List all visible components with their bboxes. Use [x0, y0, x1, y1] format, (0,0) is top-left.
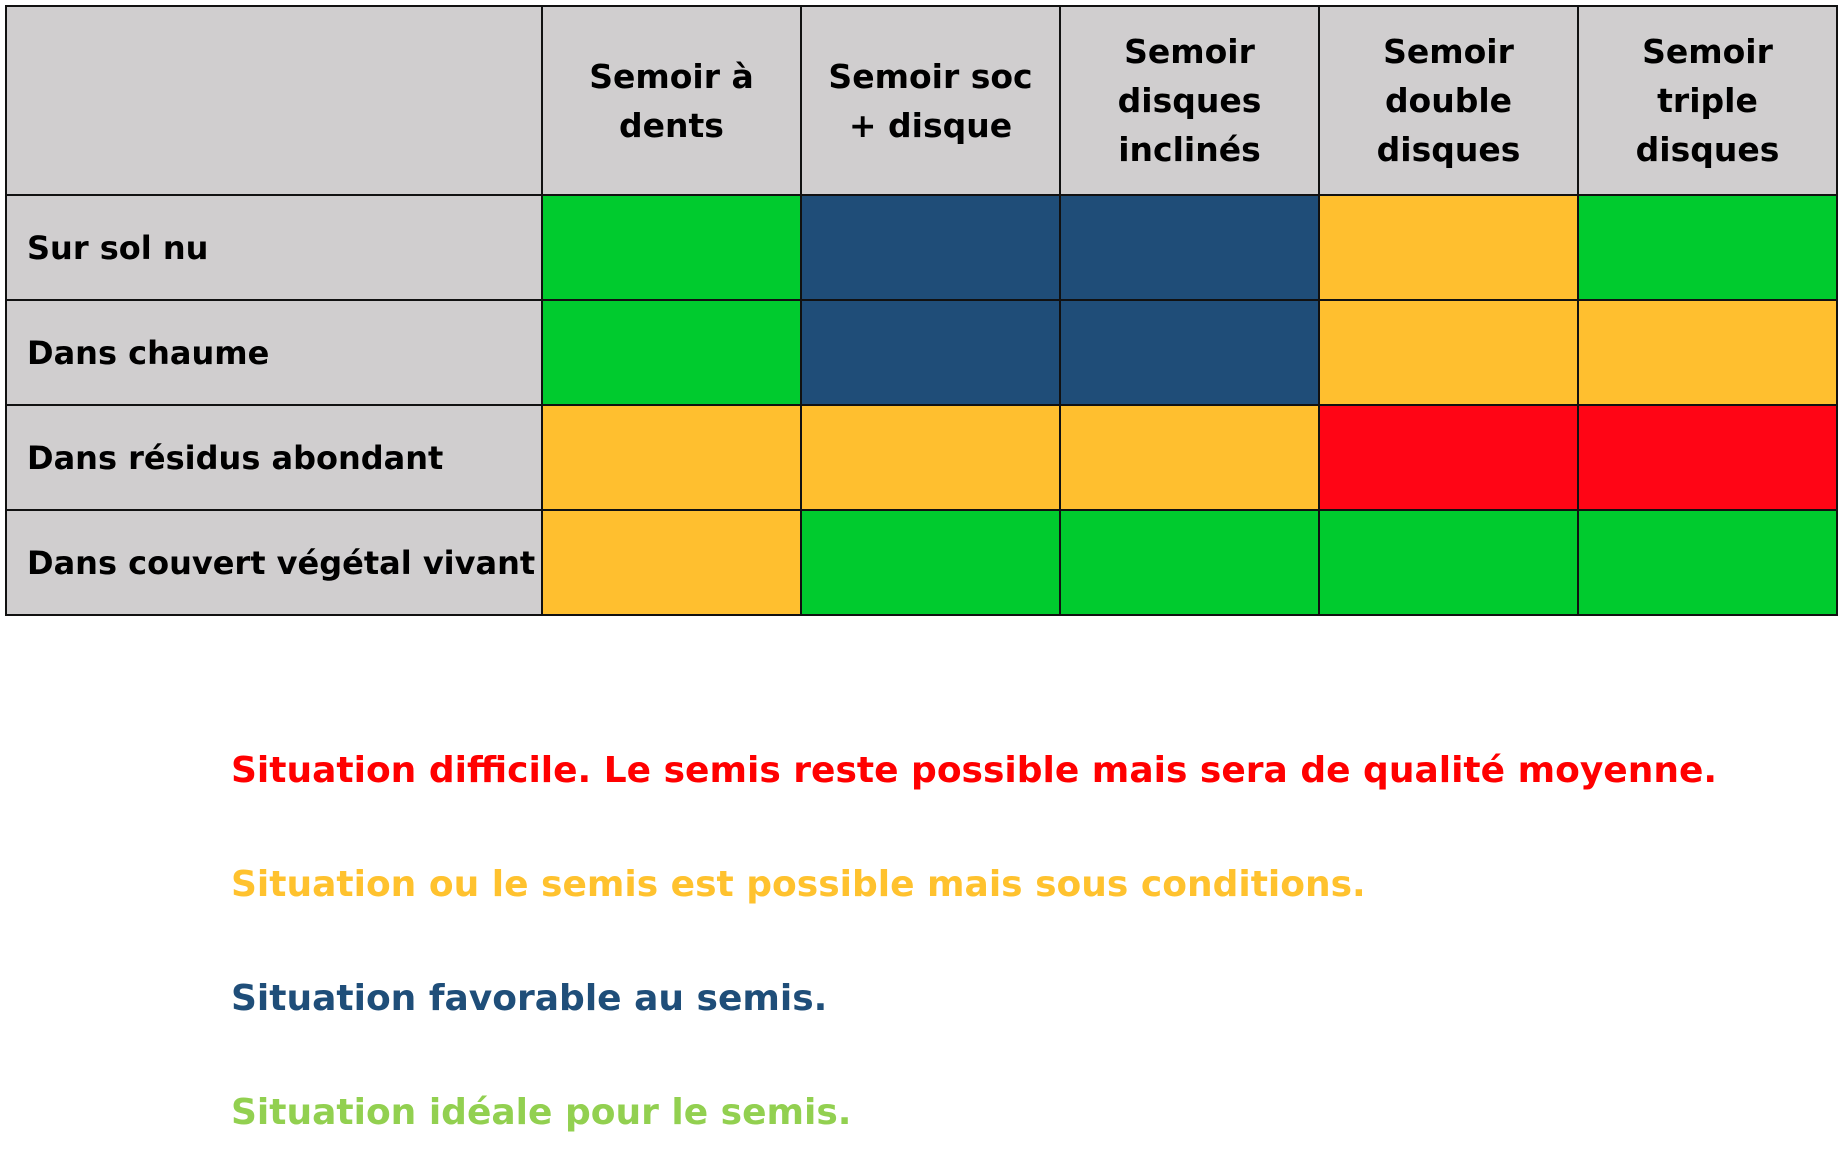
cell-r0-c3 — [1319, 195, 1578, 300]
cell-r2-c3 — [1319, 405, 1578, 510]
table-row-0 — [6, 195, 1837, 300]
cell-r3-c2 — [1060, 510, 1319, 615]
cell-r1-c0 — [542, 300, 801, 405]
cell-r0-c2 — [1060, 195, 1319, 300]
column-header-3: Semoir double disques — [1319, 6, 1578, 195]
cell-r1-c2 — [1060, 300, 1319, 405]
cell-r3-c4 — [1578, 510, 1837, 615]
cell-r3-c0 — [542, 510, 801, 615]
table-row-2 — [6, 405, 1837, 510]
cell-r1-c3 — [1319, 300, 1578, 405]
cell-r1-c4 — [1578, 300, 1837, 405]
cell-r1-c1 — [801, 300, 1060, 405]
table-row-3 — [6, 510, 1837, 615]
cell-r0-c1 — [801, 195, 1060, 300]
cell-r3-c1 — [801, 510, 1060, 615]
seeder-suitability-table — [5, 5, 1838, 616]
row-label-0: Sur sol nu — [6, 195, 542, 300]
legend-conditional: Situation ou le semis est possible mais sous conditions. — [231, 864, 1366, 905]
legend-ideal: Situation idéale pour le semis. — [231, 1092, 852, 1133]
row-label-1: Dans chaume — [6, 300, 542, 405]
legend-favorable: Situation favorable au semis. — [231, 978, 828, 1019]
row-label-3: Dans couvert végétal vivant — [6, 510, 542, 615]
cell-r2-c1 — [801, 405, 1060, 510]
cell-r0-c4 — [1578, 195, 1837, 300]
cell-r2-c4 — [1578, 405, 1837, 510]
column-header-1: Semoir soc + disque — [801, 6, 1060, 195]
cell-r2-c0 — [542, 405, 801, 510]
cell-r3-c3 — [1319, 510, 1578, 615]
row-label-2: Dans résidus abondant — [6, 405, 542, 510]
table-row-1 — [6, 300, 1837, 405]
table-corner-cell — [6, 6, 542, 195]
cell-r0-c0 — [542, 195, 801, 300]
legend-difficult: Situation difficile. Le semis reste possible mais sera de qualité moyenne. — [231, 750, 1718, 791]
table-header-row — [6, 6, 1837, 195]
column-header-4: Semoir triple disques — [1578, 6, 1837, 195]
column-header-2: Semoir disques inclinés — [1060, 6, 1319, 195]
cell-r2-c2 — [1060, 405, 1319, 510]
column-header-0: Semoir à dents — [542, 6, 801, 195]
